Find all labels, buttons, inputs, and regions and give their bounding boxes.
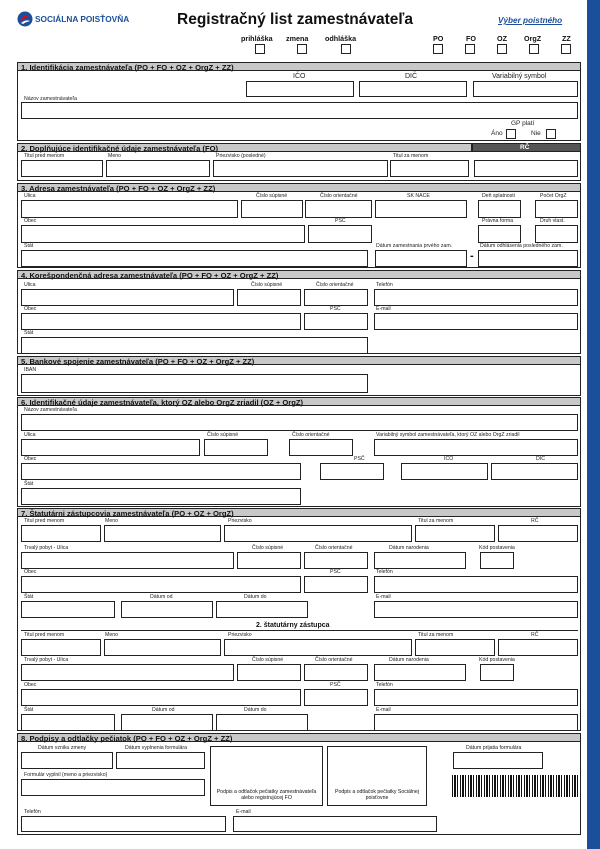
s6-obec-label: Obec [24,456,37,462]
s7b-rc-input[interactable] [498,639,578,656]
gp-ano-label: Áno [491,130,503,137]
s6-co-input[interactable] [289,439,353,456]
s3-obec-label: Obec [24,218,37,224]
s4-email-input[interactable] [374,313,578,330]
s3-co-label: Číslo orientačné [320,193,358,199]
s7a-dat-od-label: Dátum od [150,594,173,600]
s2-priezvisko-input[interactable] [213,160,388,177]
s4-stat-input[interactable] [21,337,368,354]
section-4-title: 4. Korešpondenčná adresa zamestnávateľa (PO + FO + OZ + OrgZ + ZZ) [21,271,279,280]
s6-cs-label: Číslo súpisné [207,432,239,438]
s8-dat-vyplnenia-label: Dátum vyplnenia formulára [125,745,187,751]
rc-header-label: RČ [520,144,530,151]
s7a-dat-nar-input[interactable] [374,552,466,569]
s8-podpis-zam-label: Podpis a odtlačok pečiatky zamestnávateľa alebo registrujúcej FO [216,789,317,801]
form-title: Registračný list zamestnávateľa [177,11,413,28]
s7b-co-label: Číslo orientačné [315,657,353,663]
section-8-title: 8. Podpisy a odtlačky pečiatok (PO + FO + OZ + OrgZ + ZZ) [21,734,233,743]
section-3-title: 3. Adresa zamestnávateľa (PO + FO + OZ + OrgZ + ZZ) [21,184,216,193]
s7b-priezvisko-input[interactable] [224,639,412,656]
s4-psc-label: PSČ [330,306,341,312]
section-6-title: 6. Identifikačné údaje zamestnávateľa, ktorý OZ alebo OrgZ zriadil (OZ + OrgZ) [21,398,304,407]
s3-psc-label: PSČ [335,218,346,224]
s7b-dat-od-label: Dátum od [152,707,175,713]
s6-ico-label: IČO [444,456,454,462]
s3-dat-prveho-label: Dátum zamestnania prvého zam. [376,243,453,249]
s7b-telefon-label: Telefón [376,682,393,688]
s2-meno-label: Meno [108,153,121,159]
s3-stat-label: Štát [24,243,34,249]
s6-cs-input[interactable] [204,439,268,456]
s7a-titul-za-label: Titul za menom [418,518,454,524]
s8-vyplnil-input[interactable] [21,779,205,796]
vs-label: Variabilný symbol [492,73,547,80]
type-po-checkbox[interactable] [433,44,443,54]
dic-label: DIČ [405,73,418,80]
type-po-label: PO [433,34,444,43]
opt-zmena-label: zmena [286,34,309,43]
s6-vs-input[interactable] [374,439,578,456]
s2-priezvisko-label: Priezvisko (posledné) [216,153,266,159]
type-oz-checkbox[interactable] [497,44,507,54]
s7a-obec-input[interactable] [21,576,301,593]
s3-stat-input[interactable] [21,250,368,267]
s7b-cs-label: Číslo súpisné [252,657,284,663]
s7b-titul-za-input[interactable] [415,639,495,656]
s7a-psc-input[interactable] [304,576,368,593]
gp-label: GP platí [511,120,535,127]
type-fo-checkbox[interactable] [465,44,475,54]
s7b-rc-label: RČ [531,632,539,638]
s8-telefon-input[interactable] [21,816,226,832]
s6-stat-label: Štát [24,481,34,487]
s4-telefon-label: Telefón [376,282,393,288]
dic-input[interactable] [359,81,467,97]
section-5-header [17,356,581,365]
s7a-tp-ulica-label: Trvalý pobyt - Ulica [24,545,69,551]
s7a-kod-label: Kód postavenia [479,545,515,551]
s7b-dat-do-input[interactable] [216,714,308,731]
gp-nie-label: Nie [531,130,541,137]
s3-splatnost-label: Deň splatnosti [482,193,515,199]
s7a-stat-label: Štát [24,594,34,600]
s7b-titul-za-label: Titul za menom [418,632,454,638]
s5-iban-input[interactable] [21,374,368,393]
s3-dat-odhl-input[interactable] [478,250,578,267]
section-2-title: 2. Doplňujúce identifikačné údaje zamestnávateľa (FO) [21,144,219,153]
s7a-dat-nar-label: Dátum narodenia [389,545,429,551]
s7b-kod-label: Kód postavenia [479,657,515,663]
s6-stat-input[interactable] [21,488,301,505]
s3-co-input[interactable] [305,200,372,218]
s8-dat-vzniku-label: Dátum vzniku zmeny [38,745,87,751]
s4-co-input[interactable] [304,289,368,306]
s8-email-input[interactable] [233,816,437,832]
s4-psc-input[interactable] [304,313,368,330]
s7a-kod-input[interactable] [480,552,514,569]
s4-ulica-input[interactable] [21,289,234,306]
side-band [587,0,600,849]
s6-nazov-input[interactable] [21,414,578,431]
s7a-co-label: Číslo orientačné [315,545,353,551]
section-7-header [17,508,581,517]
s4-ulica-label: Ulica [24,282,36,288]
second-statutory-rule [21,630,578,631]
s7b-stat-input[interactable] [21,714,115,731]
s7b-meno-label: Meno [105,632,118,638]
nazov-input[interactable] [21,102,578,119]
s7a-email-input[interactable] [374,601,578,618]
type-zz-label: ZZ [562,34,571,43]
s7a-cs-input[interactable] [237,552,301,569]
section-1-header [17,62,581,71]
s3-pocet-input[interactable] [535,200,578,218]
s8-dat-vzniku-input[interactable] [21,752,113,769]
s2-titul-za-input[interactable] [390,160,469,177]
s7b-email-input[interactable] [374,714,578,731]
s7b-tp-ulica-label: Trvalý pobyt - Ulica [24,657,69,663]
s7b-kod-input[interactable] [480,664,514,681]
s7a-rc-label: RČ [531,518,539,524]
s7a-priezvisko-input[interactable] [224,525,412,542]
section-2-header [17,143,472,152]
s8-email-label: E-mail [236,809,251,815]
s7b-tp-ulica-input[interactable] [21,664,234,681]
s4-cs-label: Číslo súpisné [251,282,283,288]
s8-vyplnil-label: Formulár vyplnil (meno a priezvisko) [24,772,108,778]
s5-iban-label: IBAN [24,367,37,373]
s8-podpis-sp-label: Podpis a odtlačok pečiatky Sociálnej poisťovne [335,789,419,801]
s7b-stat-label: Štát [24,707,34,713]
s7a-meno-label: Meno [105,518,118,524]
s3-cs-label: Číslo súpisné [256,193,288,199]
s8-dat-vyplnenia-input[interactable] [116,752,205,769]
s3-dash: - [470,250,474,262]
type-fo-label: FO [466,34,476,43]
s6-ulica-label: Ulica [24,432,36,438]
opt-zmena-checkbox[interactable] [297,44,307,54]
barcode [452,775,578,797]
s6-psc-input[interactable] [320,463,384,480]
ico-input[interactable] [246,81,354,97]
s2-titul-pred-label: Titul pred menom [24,153,65,159]
vyber-link[interactable]: Výber poistného [498,16,563,25]
s3-cs-input[interactable] [241,200,303,218]
s3-ulica-input[interactable] [21,200,238,218]
s7a-meno-input[interactable] [104,525,221,542]
s7b-dat-do-label: Dátum do [244,707,267,713]
second-statutory-label: 2. štatutárny zástupca [256,622,330,629]
ico-label: IČO [293,73,306,80]
s7b-telefon-input[interactable] [374,689,578,706]
s6-obec-input[interactable] [21,463,301,480]
s4-obec-input[interactable] [21,313,301,330]
s4-email-label: E-mail [376,306,391,312]
s7b-priezvisko-label: Priezvisko [228,632,252,638]
type-zz-checkbox[interactable] [561,44,571,54]
s6-ulica-input[interactable] [21,439,200,456]
type-orgz-checkbox[interactable] [529,44,539,54]
s7b-co-input[interactable] [304,664,368,681]
s7b-titul-pred-label: Titul pred menom [24,632,65,638]
s7a-titul-za-input[interactable] [415,525,495,542]
opt-odhlaska-label: odhláška [325,34,357,43]
opt-prihlaska-checkbox[interactable] [255,44,265,54]
nazov-label: Názov zamestnávateľa [24,96,77,102]
s6-psc-label: PSČ [354,456,365,462]
section-1-title: 1. Identifikácia zamestnávateľa (PO + FO + OZ + OrgZ + ZZ) [21,63,234,72]
s7a-rc-input[interactable] [498,525,578,542]
s3-ulica-label: Ulica [24,193,36,199]
logo [17,11,33,32]
s7b-obec-input[interactable] [21,689,301,706]
logo-icon [17,11,33,27]
s7a-co-input[interactable] [304,552,368,569]
section-7-title: 7. Štatutárni zástupcovia zamestnávateľa (PO + OZ + OrgZ) [21,509,234,518]
s7a-tp-ulica-input[interactable] [21,552,234,569]
s7b-psc-input[interactable] [304,689,368,706]
s6-dic-label: DIČ [536,456,545,462]
s2-titul-pred-input[interactable] [21,160,103,177]
s7a-email-label: E-mail [376,594,391,600]
s3-pravna-label: Právna forma [482,218,514,224]
section-5-title: 5. Bankové spojenie zamestnávateľa (PO + FO + OZ + OrgZ + ZZ) [21,357,255,366]
logo-text: SOCIÁLNA POISŤOVŇA [35,14,130,24]
opt-prihlaska-label: prihláška [241,34,273,43]
s7a-titul-pred-input[interactable] [21,525,101,542]
section-8-header [17,733,581,742]
s4-stat-label: Štát [24,330,34,336]
s4-co-label: Číslo orientačné [316,282,354,288]
s2-rc-input[interactable] [474,160,578,177]
s7b-cs-input[interactable] [237,664,301,681]
s7b-dat-nar-label: Dátum narodenia [389,657,429,663]
s3-dat-prveho-input[interactable] [375,250,467,267]
s3-sknace-label: SK NACE [407,193,430,199]
section-6-header [17,397,581,406]
section-4-header [17,270,581,279]
s8-telefon-label: Telefón [24,809,41,815]
s7a-telefon-input[interactable] [374,576,578,593]
type-orgz-label: OrgZ [524,34,542,43]
s7b-email-label: E-mail [376,707,391,713]
s2-meno-input[interactable] [106,160,210,177]
s3-dat-odhl-label: Dátum odhlásenia posledného zam. [480,243,563,249]
s7b-obec-label: Obec [24,682,37,688]
s3-sknace-input[interactable] [375,200,467,218]
s6-ico-input[interactable] [401,463,488,480]
s7b-psc-label: PSČ [330,682,341,688]
s7b-dat-nar-input[interactable] [374,664,466,681]
s7b-dat-od-input[interactable] [121,714,213,731]
vs-input[interactable] [473,81,578,97]
s7b-titul-pred-input[interactable] [21,639,101,656]
s3-pocet-label: Počet OrgZ [540,193,567,199]
s6-nazov-label: Názov zamestnávateľa [24,407,77,413]
s7a-dat-do-input[interactable] [216,601,308,618]
s3-pravna-input[interactable] [478,225,521,243]
s7a-telefon-label: Telefón [376,569,393,575]
s7b-meno-input[interactable] [104,639,221,656]
s2-titul-za-label: Titul za menom [393,153,429,159]
s3-druh-label: Druh vlast. [540,218,565,224]
s7a-stat-input[interactable] [21,601,115,618]
gp-ano-checkbox[interactable] [506,129,516,139]
s7a-priezvisko-label: Priezvisko [228,518,252,524]
s3-splatnost-input[interactable] [478,200,521,218]
s7a-titul-pred-label: Titul pred menom [24,518,65,524]
s7a-obec-label: Obec [24,569,37,575]
s8-dat-prijatia-label: Dátum prijatia formulára [466,745,522,751]
type-oz-label: OZ [497,34,507,43]
s7a-dat-od-input[interactable] [121,601,213,618]
s7a-dat-do-label: Dátum do [244,594,267,600]
section-3-header [17,183,581,192]
gp-nie-checkbox[interactable] [546,129,556,139]
s6-dic-input[interactable] [491,463,578,480]
s6-co-label: Číslo orientačné [292,432,330,438]
s7a-psc-label: PSČ [330,569,341,575]
opt-odhlaska-checkbox[interactable] [341,44,351,54]
s7a-cs-label: Číslo súpisné [252,545,284,551]
s3-obec-input[interactable] [21,225,305,243]
s6-vs-label: Variabilný symbol zamestnávateľa, ktorý OZ alebo OrgZ zriadil [376,432,520,438]
s4-cs-input[interactable] [237,289,301,306]
s4-telefon-input[interactable] [374,289,578,306]
s8-dat-prijatia-input[interactable] [453,752,543,769]
s3-druh-input[interactable] [535,225,578,243]
s3-psc-input[interactable] [308,225,372,243]
s4-obec-label: Obec [24,306,37,312]
